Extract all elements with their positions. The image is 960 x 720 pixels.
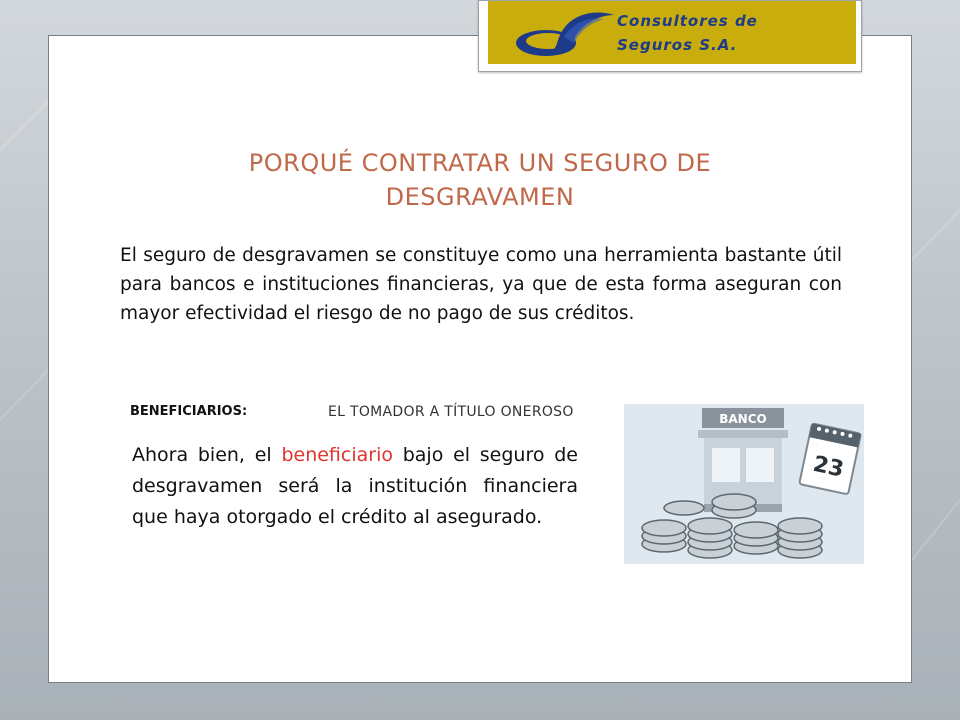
logo-line-1: Consultores de	[617, 12, 758, 30]
body-text-part-1: Ahora bien, el	[132, 444, 282, 466]
beneficiaries-value: EL TOMADOR A TÍTULO ONEROSO	[328, 404, 574, 420]
intro-paragraph: El seguro de desgravamen se constituye como una herramienta bastante útil para bancos e instituciones financieras, ya que de esta forma aseguran con mayor efectividad el riesgo de no pago de sus créditos.	[120, 245, 842, 324]
beneficiary-paragraph	[132, 440, 578, 533]
title-line-2: DESGRAVAMEN	[385, 183, 575, 211]
logo-line-2: Seguros S.A.	[617, 36, 738, 54]
beneficiary-highlight: beneficiario	[281, 444, 393, 466]
cs-swoosh-logo-icon	[508, 5, 618, 65]
bank-coins-calendar-icon	[624, 404, 864, 564]
beneficiaries-label: BENEFICIARIOS:	[130, 404, 248, 419]
calendar-day-text: 23	[810, 451, 846, 483]
body-text-part-2: bajo el seguro de desgravamen será la institución financiera que haya otorgado el crédito al asegurado.	[132, 444, 578, 528]
slide-title	[150, 146, 810, 214]
bank-sign-text: BANCO	[719, 412, 767, 426]
slide-canvas	[48, 35, 912, 683]
logo-text	[617, 9, 758, 57]
company-logo	[478, 0, 862, 72]
title-line-1: PORQUÉ CONTRATAR UN SEGURO DE	[248, 149, 712, 177]
